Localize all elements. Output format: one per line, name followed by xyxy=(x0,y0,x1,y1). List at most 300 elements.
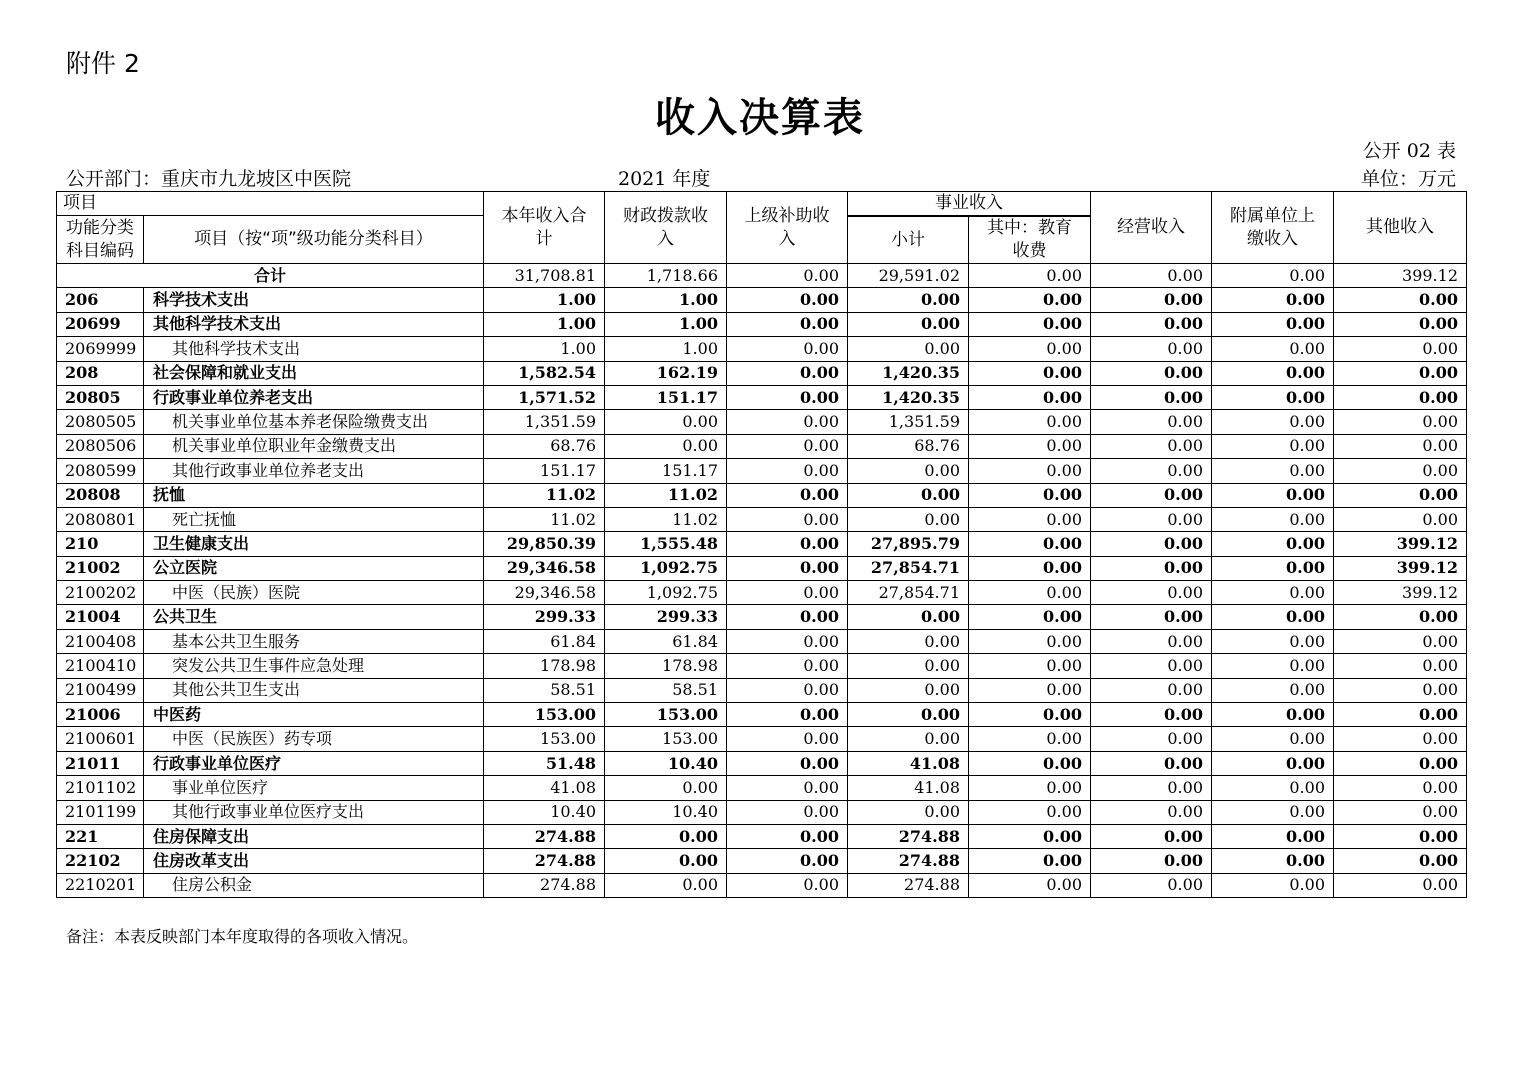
row-cell: 0.00 xyxy=(605,873,727,897)
row-cell: 1.00 xyxy=(484,312,605,336)
table-row xyxy=(57,312,1467,336)
table-row xyxy=(57,873,1467,897)
row-code: 210 xyxy=(57,532,144,556)
row-cell: 151.17 xyxy=(605,385,727,409)
row-cell: 0.00 xyxy=(1091,507,1212,531)
row-code: 2080505 xyxy=(57,410,144,434)
row-cell: 0.00 xyxy=(1091,849,1212,873)
row-cell: 0.00 xyxy=(969,703,1091,727)
row-cell: 0.00 xyxy=(969,629,1091,653)
row-cell: 0.00 xyxy=(1091,337,1212,361)
row-cell: 0.00 xyxy=(1334,483,1467,507)
row-cell: 11.02 xyxy=(484,507,605,531)
row-cell: 0.00 xyxy=(969,507,1091,531)
row-name: 社会保障和就业支出 xyxy=(144,361,484,385)
row-cell: 0.00 xyxy=(848,800,969,824)
row-cell: 0.00 xyxy=(727,605,848,629)
row-cell: 0.00 xyxy=(727,312,848,336)
row-cell: 1.00 xyxy=(605,312,727,336)
row-name: 中医药 xyxy=(144,703,484,727)
row-cell: 1,351.59 xyxy=(848,410,969,434)
row-cell: 0.00 xyxy=(727,507,848,531)
header-operating: 经营收入 xyxy=(1091,192,1212,264)
row-cell: 0.00 xyxy=(969,678,1091,702)
row-cell: 151.17 xyxy=(605,459,727,483)
row-code: 2100408 xyxy=(57,629,144,653)
row-code: 20808 xyxy=(57,483,144,507)
row-code: 2080801 xyxy=(57,507,144,531)
row-cell: 399.12 xyxy=(1334,532,1467,556)
row-cell: 0.00 xyxy=(727,727,848,751)
row-cell: 162.19 xyxy=(605,361,727,385)
row-cell: 0.00 xyxy=(1091,459,1212,483)
row-code: 21006 xyxy=(57,703,144,727)
row-name: 行政事业单位医疗 xyxy=(144,751,484,775)
row-name: 机关事业单位职业年金缴费支出 xyxy=(144,434,484,458)
header-superior-text: 上级补助收入 xyxy=(744,205,830,249)
row-cell: 27,854.71 xyxy=(848,556,969,580)
header-fiscal-text: 财政拨款收入 xyxy=(623,205,708,249)
row-name: 突发公共卫生事件应急处理 xyxy=(144,654,484,678)
row-cell: 1.00 xyxy=(605,288,727,312)
header-total xyxy=(484,192,605,264)
row-cell: 0.00 xyxy=(848,654,969,678)
table-row xyxy=(57,849,1467,873)
row-cell: 0.00 xyxy=(1091,727,1212,751)
table-row xyxy=(57,727,1467,751)
row-cell: 58.51 xyxy=(605,678,727,702)
unit-label: 单位：万元 xyxy=(1360,168,1456,190)
department-label: 公开部门：重庆市九龙坡区中医院 xyxy=(66,168,352,190)
row-cell: 178.98 xyxy=(484,654,605,678)
form-number: 公开 02 表 xyxy=(1362,140,1456,162)
row-cell: 0.00 xyxy=(1334,629,1467,653)
table-body xyxy=(57,264,1467,898)
row-cell: 41.08 xyxy=(848,751,969,775)
row-cell: 0.00 xyxy=(969,605,1091,629)
row-cell: 0.00 xyxy=(1091,873,1212,897)
total-cell: 0.00 xyxy=(969,264,1091,288)
row-cell: 0.00 xyxy=(605,849,727,873)
row-cell: 0.00 xyxy=(727,337,848,361)
row-name: 行政事业单位养老支出 xyxy=(144,385,484,409)
row-cell: 0.00 xyxy=(1091,312,1212,336)
row-cell: 0.00 xyxy=(848,727,969,751)
row-name: 事业单位医疗 xyxy=(144,776,484,800)
row-cell: 0.00 xyxy=(1212,361,1334,385)
row-cell: 0.00 xyxy=(605,824,727,848)
row-cell: 0.00 xyxy=(1334,727,1467,751)
row-cell: 1.00 xyxy=(605,337,727,361)
row-cell: 153.00 xyxy=(484,727,605,751)
row-cell: 0.00 xyxy=(1091,385,1212,409)
table-row xyxy=(57,800,1467,824)
table-row xyxy=(57,678,1467,702)
row-cell: 0.00 xyxy=(1091,556,1212,580)
row-cell: 0.00 xyxy=(1091,824,1212,848)
row-cell: 151.17 xyxy=(484,459,605,483)
row-name: 基本公共卫生服务 xyxy=(144,629,484,653)
row-cell: 0.00 xyxy=(1091,703,1212,727)
row-cell: 178.98 xyxy=(605,654,727,678)
row-cell: 0.00 xyxy=(969,873,1091,897)
row-code: 2101199 xyxy=(57,800,144,824)
row-cell: 0.00 xyxy=(1091,605,1212,629)
row-cell: 11.02 xyxy=(484,483,605,507)
row-cell: 0.00 xyxy=(1091,654,1212,678)
table-row xyxy=(57,824,1467,848)
row-cell: 0.00 xyxy=(1212,654,1334,678)
row-cell: 0.00 xyxy=(727,459,848,483)
row-cell: 41.08 xyxy=(848,776,969,800)
row-cell: 0.00 xyxy=(1212,629,1334,653)
row-cell: 0.00 xyxy=(1334,678,1467,702)
row-code: 2100410 xyxy=(57,654,144,678)
row-cell: 0.00 xyxy=(848,605,969,629)
income-table xyxy=(56,191,1467,898)
row-cell: 0.00 xyxy=(1091,776,1212,800)
row-cell: 0.00 xyxy=(1212,824,1334,848)
row-cell: 0.00 xyxy=(969,800,1091,824)
row-cell: 11.02 xyxy=(605,483,727,507)
row-cell: 0.00 xyxy=(1334,361,1467,385)
table-row xyxy=(57,483,1467,507)
table-row xyxy=(57,507,1467,531)
row-cell: 153.00 xyxy=(605,727,727,751)
row-cell: 1,420.35 xyxy=(848,361,969,385)
row-cell: 0.00 xyxy=(1091,434,1212,458)
header-name: 项目（按“项”级功能分类科目） xyxy=(144,216,484,264)
row-cell: 0.00 xyxy=(1212,605,1334,629)
row-cell: 0.00 xyxy=(1091,800,1212,824)
row-cell: 1,092.75 xyxy=(605,556,727,580)
row-code: 2100601 xyxy=(57,727,144,751)
row-cell: 399.12 xyxy=(1334,581,1467,605)
row-code: 2210201 xyxy=(57,873,144,897)
row-cell: 0.00 xyxy=(969,654,1091,678)
row-cell: 10.40 xyxy=(605,800,727,824)
row-cell: 0.00 xyxy=(1091,483,1212,507)
row-name: 其他行政事业单位养老支出 xyxy=(144,459,484,483)
row-cell: 0.00 xyxy=(1212,556,1334,580)
row-code: 2100202 xyxy=(57,581,144,605)
row-cell: 0.00 xyxy=(848,312,969,336)
row-cell: 0.00 xyxy=(727,532,848,556)
row-name: 机关事业单位基本养老保险缴费支出 xyxy=(144,410,484,434)
row-cell: 299.33 xyxy=(484,605,605,629)
total-cell: 0.00 xyxy=(1091,264,1212,288)
row-name: 卫生健康支出 xyxy=(144,532,484,556)
row-cell: 0.00 xyxy=(1334,337,1467,361)
row-cell: 0.00 xyxy=(1334,849,1467,873)
row-cell: 0.00 xyxy=(1091,532,1212,556)
row-name: 其他公共卫生支出 xyxy=(144,678,484,702)
header-code xyxy=(57,216,144,264)
table-row xyxy=(57,459,1467,483)
row-cell: 1.00 xyxy=(484,337,605,361)
row-cell: 0.00 xyxy=(1091,581,1212,605)
row-cell: 0.00 xyxy=(605,410,727,434)
row-cell: 0.00 xyxy=(1212,385,1334,409)
row-cell: 0.00 xyxy=(969,824,1091,848)
row-cell: 29,346.58 xyxy=(484,556,605,580)
row-cell: 0.00 xyxy=(1091,410,1212,434)
header-subtotal: 小计 xyxy=(848,217,969,264)
row-cell: 0.00 xyxy=(969,337,1091,361)
row-name: 公共卫生 xyxy=(144,605,484,629)
row-cell: 0.00 xyxy=(727,434,848,458)
row-cell: 0.00 xyxy=(1091,678,1212,702)
row-cell: 10.40 xyxy=(605,751,727,775)
row-cell: 0.00 xyxy=(1212,410,1334,434)
total-cell: 0.00 xyxy=(727,264,848,288)
attachment-label: 附件 2 xyxy=(66,49,140,78)
row-cell: 29,850.39 xyxy=(484,532,605,556)
row-cell: 1,092.75 xyxy=(605,581,727,605)
row-cell: 0.00 xyxy=(727,703,848,727)
header-affiliated xyxy=(1212,192,1334,264)
row-code: 2100499 xyxy=(57,678,144,702)
row-cell: 0.00 xyxy=(969,532,1091,556)
row-cell: 0.00 xyxy=(727,288,848,312)
row-cell: 0.00 xyxy=(1212,727,1334,751)
total-cell: 31,708.81 xyxy=(484,264,605,288)
header-affiliated-text: 附属单位上缴收入 xyxy=(1230,205,1315,249)
row-cell: 1,420.35 xyxy=(848,385,969,409)
row-cell: 0.00 xyxy=(605,776,727,800)
row-cell: 0.00 xyxy=(1334,824,1467,848)
row-cell: 0.00 xyxy=(969,410,1091,434)
table-row xyxy=(57,751,1467,775)
row-cell: 274.88 xyxy=(484,849,605,873)
row-cell: 0.00 xyxy=(727,800,848,824)
row-cell: 0.00 xyxy=(1212,849,1334,873)
row-cell: 0.00 xyxy=(848,703,969,727)
row-cell: 0.00 xyxy=(1334,312,1467,336)
row-cell: 0.00 xyxy=(727,385,848,409)
row-cell: 1.00 xyxy=(484,288,605,312)
row-code: 2101102 xyxy=(57,776,144,800)
row-cell: 0.00 xyxy=(1212,703,1334,727)
row-code: 2069999 xyxy=(57,337,144,361)
row-cell: 0.00 xyxy=(969,776,1091,800)
row-name: 住房保障支出 xyxy=(144,824,484,848)
row-cell: 0.00 xyxy=(1212,459,1334,483)
meta-row xyxy=(66,164,1456,190)
row-cell: 0.00 xyxy=(727,678,848,702)
header-code-text: 功能分类科目编码 xyxy=(66,217,134,261)
row-cell: 0.00 xyxy=(848,483,969,507)
row-cell: 0.00 xyxy=(1334,459,1467,483)
row-cell: 0.00 xyxy=(1091,361,1212,385)
row-code: 2080599 xyxy=(57,459,144,483)
row-cell: 153.00 xyxy=(605,703,727,727)
row-name: 中医（民族）医院 xyxy=(144,581,484,605)
row-cell: 0.00 xyxy=(605,434,727,458)
page-title: 收入决算表 xyxy=(655,94,865,141)
row-cell: 0.00 xyxy=(727,654,848,678)
table-row xyxy=(57,629,1467,653)
row-cell: 0.00 xyxy=(727,751,848,775)
row-cell: 0.00 xyxy=(1212,507,1334,531)
row-cell: 0.00 xyxy=(1091,629,1212,653)
row-cell: 0.00 xyxy=(727,824,848,848)
total-cell: 1,718.66 xyxy=(605,264,727,288)
row-cell: 0.00 xyxy=(969,434,1091,458)
row-cell: 0.00 xyxy=(1334,507,1467,531)
row-cell: 274.88 xyxy=(848,873,969,897)
row-cell: 0.00 xyxy=(969,361,1091,385)
table-row xyxy=(57,654,1467,678)
row-cell: 0.00 xyxy=(727,483,848,507)
row-cell: 0.00 xyxy=(1212,532,1334,556)
row-name: 科学技术支出 xyxy=(144,288,484,312)
row-name: 其他科学技术支出 xyxy=(144,312,484,336)
row-cell: 0.00 xyxy=(848,337,969,361)
table-row xyxy=(57,385,1467,409)
row-cell: 0.00 xyxy=(1334,434,1467,458)
row-cell: 299.33 xyxy=(605,605,727,629)
row-cell: 0.00 xyxy=(848,288,969,312)
row-cell: 0.00 xyxy=(848,629,969,653)
row-cell: 0.00 xyxy=(1091,288,1212,312)
row-cell: 0.00 xyxy=(727,849,848,873)
row-cell: 0.00 xyxy=(1334,605,1467,629)
table-row xyxy=(57,288,1467,312)
row-cell: 10.40 xyxy=(484,800,605,824)
row-cell: 0.00 xyxy=(1334,410,1467,434)
table-row xyxy=(57,410,1467,434)
row-cell: 29,346.58 xyxy=(484,581,605,605)
row-cell: 11.02 xyxy=(605,507,727,531)
row-cell: 0.00 xyxy=(727,361,848,385)
header-other: 其他收入 xyxy=(1334,192,1467,264)
row-cell: 0.00 xyxy=(1334,873,1467,897)
row-cell: 0.00 xyxy=(969,849,1091,873)
row-cell: 0.00 xyxy=(848,507,969,531)
row-name: 其他科学技术支出 xyxy=(144,337,484,361)
row-name: 住房公积金 xyxy=(144,873,484,897)
row-cell: 61.84 xyxy=(605,629,727,653)
row-cell: 1,555.48 xyxy=(605,532,727,556)
row-cell: 61.84 xyxy=(484,629,605,653)
row-cell: 0.00 xyxy=(1212,288,1334,312)
row-code: 21011 xyxy=(57,751,144,775)
table-row xyxy=(57,581,1467,605)
row-code: 20699 xyxy=(57,312,144,336)
note: 备注：本表反映部门本年度取得的各项收入情况。 xyxy=(66,927,419,946)
table-row xyxy=(57,434,1467,458)
row-code: 221 xyxy=(57,824,144,848)
row-cell: 0.00 xyxy=(1334,654,1467,678)
row-cell: 1,571.52 xyxy=(484,385,605,409)
row-code: 20805 xyxy=(57,385,144,409)
total-cell: 0.00 xyxy=(1212,264,1334,288)
row-cell: 0.00 xyxy=(1212,751,1334,775)
row-code: 208 xyxy=(57,361,144,385)
row-cell: 0.00 xyxy=(1334,385,1467,409)
row-cell: 0.00 xyxy=(1212,337,1334,361)
row-cell: 0.00 xyxy=(969,556,1091,580)
header-business: 事业收入 xyxy=(848,192,1091,216)
row-code: 2080506 xyxy=(57,434,144,458)
row-cell: 399.12 xyxy=(1334,556,1467,580)
row-cell: 274.88 xyxy=(848,824,969,848)
row-cell: 0.00 xyxy=(969,385,1091,409)
row-cell: 51.48 xyxy=(484,751,605,775)
row-cell: 68.76 xyxy=(848,434,969,458)
row-cell: 0.00 xyxy=(848,459,969,483)
row-cell: 58.51 xyxy=(484,678,605,702)
row-cell: 41.08 xyxy=(484,776,605,800)
table-row xyxy=(57,556,1467,580)
row-cell: 274.88 xyxy=(484,824,605,848)
row-cell: 0.00 xyxy=(1212,483,1334,507)
row-cell: 0.00 xyxy=(1334,703,1467,727)
row-cell: 153.00 xyxy=(484,703,605,727)
header-project: 项目 xyxy=(57,192,484,216)
header-total-text: 本年收入合计 xyxy=(501,205,587,249)
row-cell: 0.00 xyxy=(969,459,1091,483)
row-cell: 274.88 xyxy=(484,873,605,897)
row-cell: 0.00 xyxy=(969,483,1091,507)
row-name: 公立医院 xyxy=(144,556,484,580)
row-name: 其他行政事业单位医疗支出 xyxy=(144,800,484,824)
row-cell: 0.00 xyxy=(727,776,848,800)
table-row xyxy=(57,605,1467,629)
row-code: 22102 xyxy=(57,849,144,873)
row-cell: 0.00 xyxy=(1334,751,1467,775)
header-edu xyxy=(969,217,1091,264)
fiscal-year-label: 2021 年度 xyxy=(618,168,711,190)
row-cell: 0.00 xyxy=(969,727,1091,751)
row-cell: 0.00 xyxy=(848,678,969,702)
row-cell: 0.00 xyxy=(1212,434,1334,458)
total-cell: 29,591.02 xyxy=(848,264,969,288)
row-cell: 27,895.79 xyxy=(848,532,969,556)
total-row xyxy=(57,264,1467,288)
row-name: 死亡抚恤 xyxy=(144,507,484,531)
row-cell: 1,582.54 xyxy=(484,361,605,385)
row-code: 206 xyxy=(57,288,144,312)
row-cell: 0.00 xyxy=(727,581,848,605)
table-row xyxy=(57,703,1467,727)
row-cell: 27,854.71 xyxy=(848,581,969,605)
table-row xyxy=(57,532,1467,556)
row-cell: 0.00 xyxy=(727,873,848,897)
row-cell: 0.00 xyxy=(969,312,1091,336)
row-cell: 0.00 xyxy=(1212,800,1334,824)
row-cell: 0.00 xyxy=(1334,776,1467,800)
row-cell: 0.00 xyxy=(969,751,1091,775)
header-fiscal xyxy=(605,192,727,264)
row-cell: 0.00 xyxy=(969,288,1091,312)
row-cell: 0.00 xyxy=(1212,312,1334,336)
row-cell: 0.00 xyxy=(1212,776,1334,800)
row-cell: 0.00 xyxy=(1091,751,1212,775)
table-row xyxy=(57,361,1467,385)
row-cell: 0.00 xyxy=(727,410,848,434)
row-cell: 0.00 xyxy=(1334,800,1467,824)
row-cell: 0.00 xyxy=(1212,581,1334,605)
header-superior xyxy=(727,192,848,264)
table-row xyxy=(57,776,1467,800)
row-cell: 0.00 xyxy=(1212,873,1334,897)
row-code: 21004 xyxy=(57,605,144,629)
row-cell: 274.88 xyxy=(848,849,969,873)
total-label: 合计 xyxy=(57,264,484,288)
table-row xyxy=(57,337,1467,361)
